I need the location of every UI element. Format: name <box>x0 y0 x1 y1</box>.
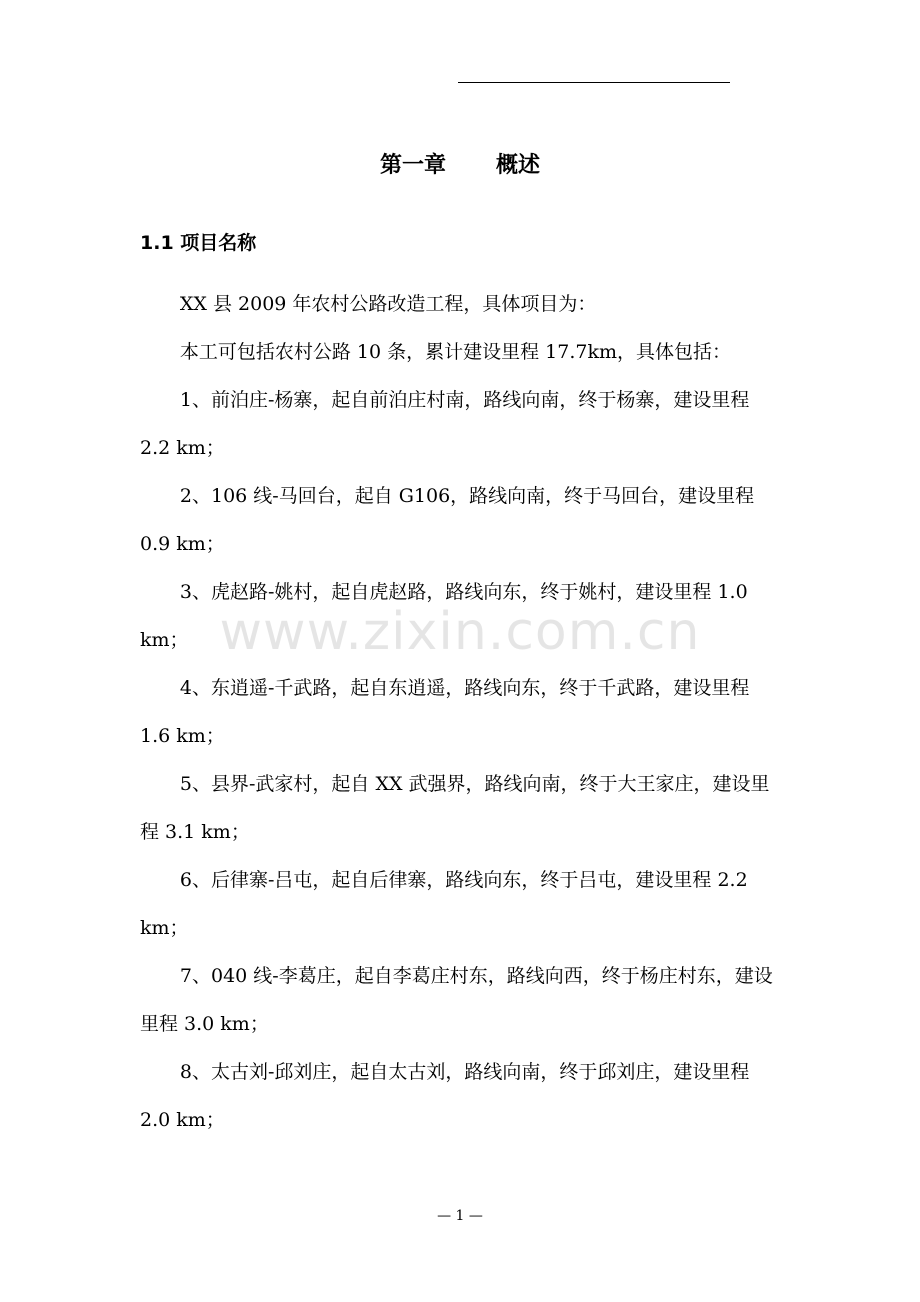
road-item-4: 4、东逍遥-千武路，起自东逍遥，路线向东，终于千武路，建设里程 1.6 km； <box>140 677 750 747</box>
watermark: www.zixin.com.cn <box>219 602 701 662</box>
page-number: — 1 — <box>437 1208 483 1224</box>
road-item-3: 3、虎赵路-姚村，起自虎赵路，路线向东，终于姚村，建设里程 1.0 km； <box>140 581 748 651</box>
header-rule <box>458 82 730 83</box>
intro-paragraph: XX 县 2009 年农村公路改造工程，具体项目为： <box>179 293 597 315</box>
road-item-7: 7、040 线-李葛庄，起自李葛庄村东，路线向西，终于杨庄村东，建设里程 3.0 km； <box>140 965 773 1035</box>
road-item-6: 6、后律寨-吕屯，起自后律寨，路线向东，终于吕屯，建设里程 2.2 km； <box>140 869 748 939</box>
summary-paragraph: 本工可包括农村公路 10 条，累计建设里程 17.7km，具体包括： <box>179 341 732 363</box>
section-heading: 1.1 项目名称 <box>140 232 257 254</box>
road-item-1: 1、前泊庄-杨寨，起自前泊庄村南，路线向南，终于杨寨，建设里程 2.2 km； <box>140 389 750 459</box>
road-item-2: 2、106 线-马回台，起自 G106，路线向南，终于马回台，建设里程 0.9 km； <box>140 485 755 555</box>
chapter-title <box>0 146 920 186</box>
chapter-number: 第一章 <box>379 153 446 178</box>
chapter-name: 概述 <box>496 153 541 178</box>
road-item-8: 8、太古刘-邱刘庄，起自太古刘，路线向南，终于邱刘庄，建设里程 2.0 km； <box>140 1061 750 1131</box>
road-item-5: 5、县界-武家村，起自 XX 武强界，路线向南，终于大王家庄，建设里程 3.1 km； <box>140 773 770 843</box>
body-text <box>140 280 780 1144</box>
